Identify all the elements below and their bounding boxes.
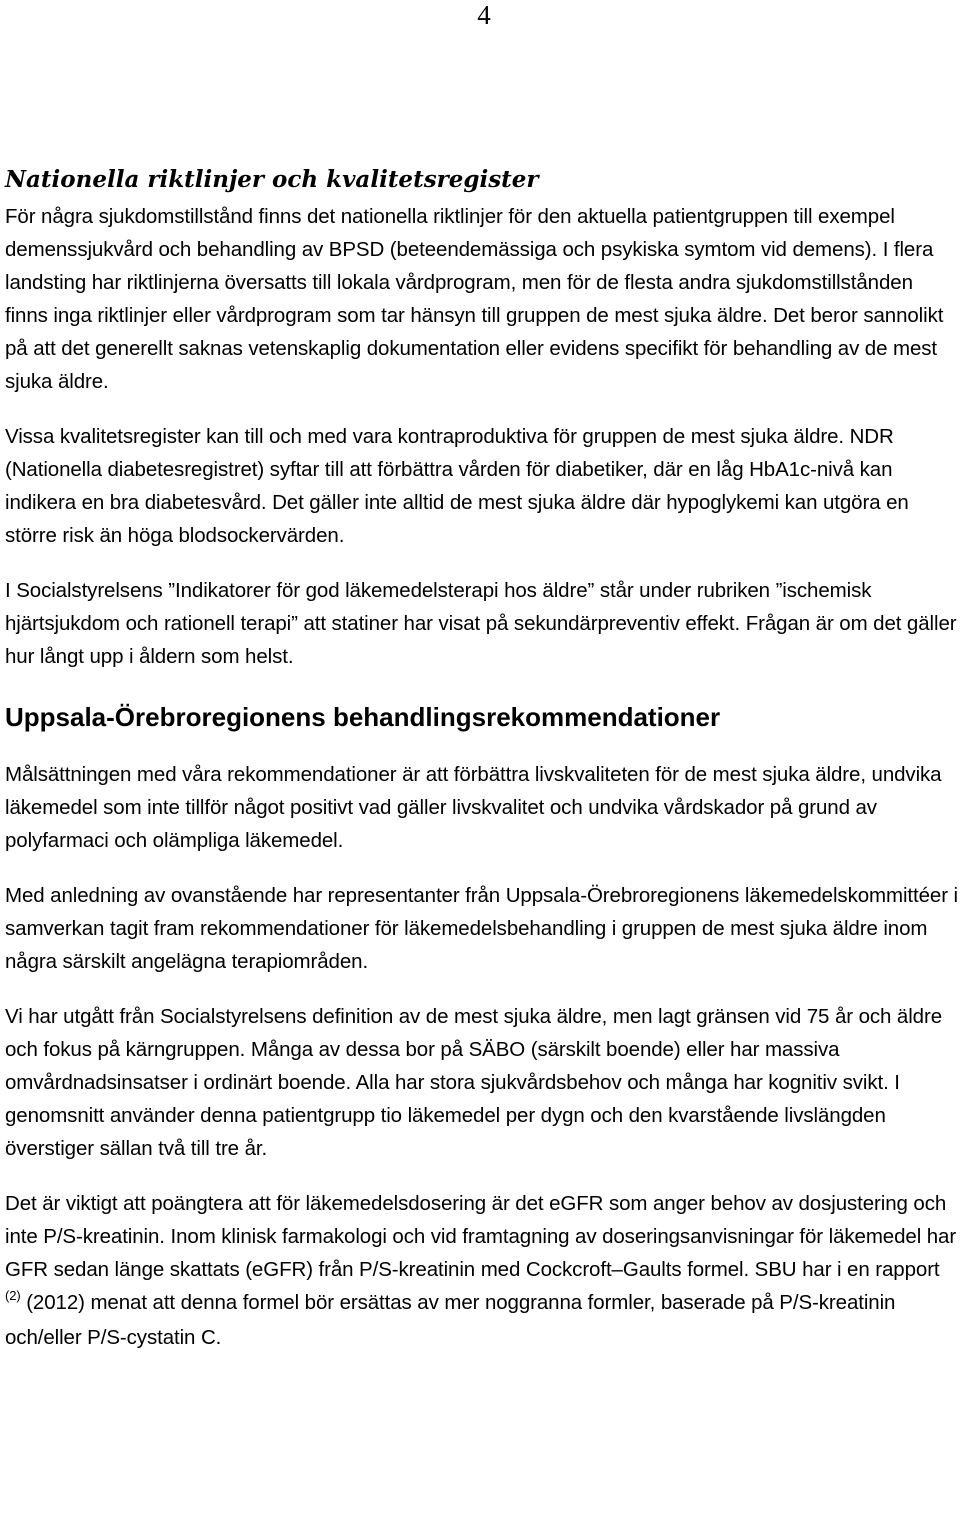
paragraph: Vi har utgått från Socialstyrelsens definition av de mest sjuka äldre, men lagt gränsen vid 75 år och äldre och fokus på kärngruppen. Många av dessa bor på SÄBO (särskilt boende) eller har massiva omvårdnadsinsatser i ordinärt boende. Alla har stora sjukvårdsbehov och många har kognitiv svikt. I genomsnitt använder denna patientgrupp tio läkemedel per dygn och den kvarstående livslängden överstiger sällan två till tre år. xyxy=(5,1005,942,1160)
reference-marker: (2) xyxy=(5,1288,21,1303)
paragraph-text: Det är viktigt att poängtera att för läkemedelsdosering är det eGFR som anger behov av dosjustering och inte P/S-kreatinin. Inom klinisk farmakologi och vid framtagning av doseringsanvisningar för läkemedel har GFR sedan länge skattats (eGFR) från P/S-kreatinin med Cockcroft–Gaults formel. SBU har i en rapport xyxy=(5,1192,957,1281)
section-heading-riktlinjer: Nationella riktlinjer och kvalitetsregister xyxy=(5,166,539,193)
paragraph: Med anledning av ovanstående har representanter från Uppsala-Örebroregionens läkemedelskommittéer i samverkan tagit fram rekommendationer för läkemedelsbehandling i gruppen de mest sjuka äldre inom några särskilt angelägna terapiområden. xyxy=(5,884,959,973)
document-body xyxy=(5,160,960,1376)
page-number: 4 xyxy=(477,0,491,30)
paragraph: För några sjukdomstillstånd finns det nationella riktlinjer för den aktuella patientgruppen till exempel demenssjukvård och behandling av BPSD (beteendemässiga och psykiska symtom vid demens). I flera landsting har riktlinjerna översatts till lokala vårdprogram, men för de flesta andra sjukdomstillstånden finns inga riktlinjer eller vårdprogram som tar hänsyn till gruppen de mest sjuka äldre. Det beror sannolikt på att det generellt saknas vetenskaplig dokumentation eller evidens specifikt för behandling av de mest sjuka äldre. xyxy=(5,205,944,393)
paragraph: Vissa kvalitetsregister kan till och med vara kontraproduktiva för gruppen de mest sjuka äldre. NDR (Nationella diabetesregistret) syftar till att förbättra vården för diabetiker, där en låg HbA1c-nivå kan indikera en bra diabetesvård. Det gäller inte alltid de mest sjuka äldre där hypoglykemi kan utgöra en större risk än höga blodsockervärden. xyxy=(5,425,909,547)
section-heading-rekommendationer: Uppsala-Örebroregionens behandlingsrekommendationer xyxy=(5,702,721,732)
paragraph-text: (2012) menat att denna formel bör ersättas av mer noggranna formler, baserade på P/S-kreatinin och/eller P/S-cystatin C. xyxy=(5,1291,896,1349)
paragraph: I Socialstyrelsens ”Indikatorer för god läkemedelsterapi hos äldre” står under rubriken ”ischemisk hjärtsjukdom och rationell terapi” att statiner har visat på sekundärpreventiv effekt. Frågan är om det gäller hur långt upp i åldern som helst. xyxy=(5,579,957,668)
paragraph-egfr xyxy=(5,1187,960,1354)
paragraph: Målsättningen med våra rekommendationer är att förbättra livskvaliteten för de mest sjuka äldre, undvika läkemedel som inte tillför något positivt vad gäller livskvalitet och undvika vårdskador på grund av polyfarmaci och olämpliga läkemedel. xyxy=(5,763,942,852)
